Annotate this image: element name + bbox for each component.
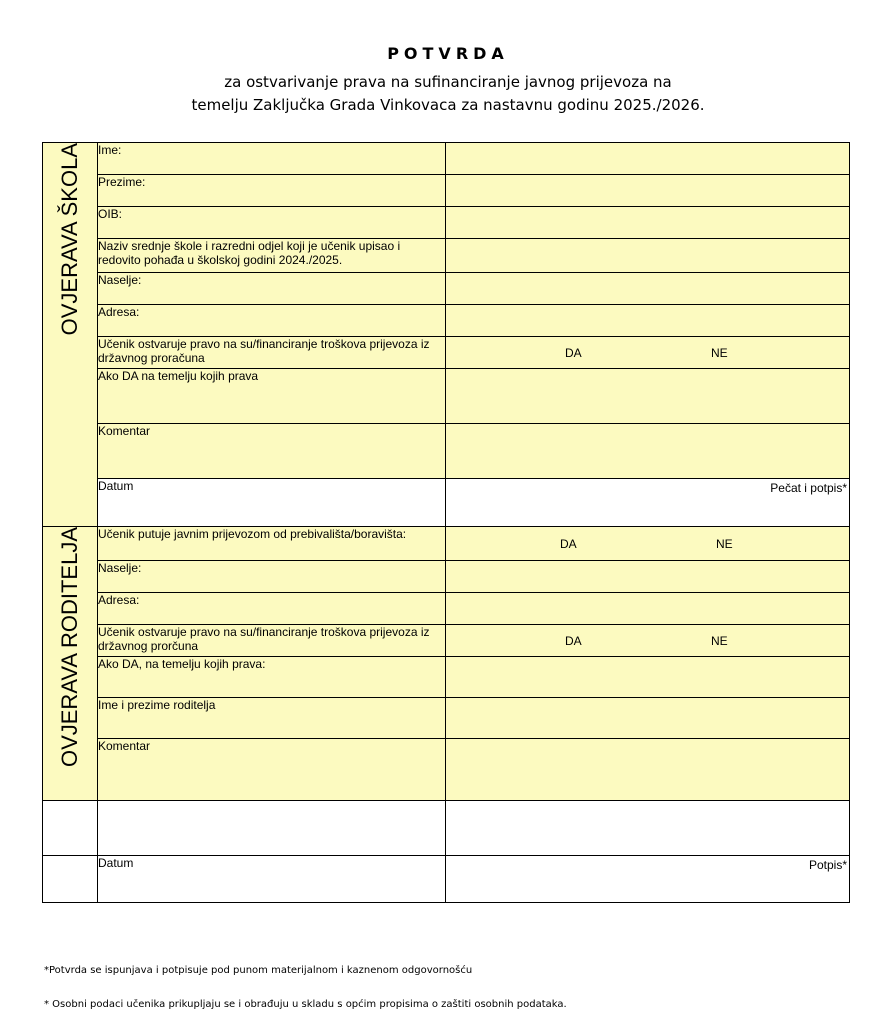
school-section-label: OVJERAVA ŠKOLA xyxy=(43,143,98,527)
naselje-label: Naselje: xyxy=(98,273,446,305)
stamp-signature-label: Pečat i potpis* xyxy=(770,481,847,495)
blank-cell xyxy=(43,856,98,903)
da-option[interactable]: DA xyxy=(560,537,577,551)
school-name-field[interactable] xyxy=(446,239,850,273)
da-option[interactable]: DA xyxy=(565,346,582,360)
oib-label: OIB: xyxy=(98,207,446,239)
parent-komentar-field[interactable] xyxy=(446,739,850,801)
parent-adresa-field[interactable] xyxy=(446,593,850,625)
ime-label: Ime: xyxy=(98,143,446,175)
travels-label: Učenik putuje javnim prijevozom od prebivališta/boravišta: xyxy=(98,527,446,561)
school-name-label: Naziv srednje škole i razredni odjel koji je učenik upisao i redovito pohađa u školskoj godini 2024./2025. xyxy=(98,239,446,273)
ne-option[interactable]: NE xyxy=(711,346,728,360)
document-title: POTVRDA xyxy=(387,44,509,63)
financing-right-label: Učenik ostvaruje pravo na su/financiranje troškova prijevoza iz državnog proračuna xyxy=(98,337,446,369)
parent-rights-basis-field[interactable] xyxy=(446,657,850,698)
parent-section-label: OVJERAVA RODITELJA xyxy=(43,527,98,801)
ne-option[interactable]: NE xyxy=(711,634,728,648)
komentar-field[interactable] xyxy=(446,424,850,479)
parent-adresa-label: Adresa: xyxy=(98,593,446,625)
rights-basis-label: Ako DA na temelju kojih prava xyxy=(98,369,446,424)
confirmation-form-table xyxy=(42,142,850,903)
travels-choice[interactable] xyxy=(446,527,850,561)
parent-komentar-label: Komentar xyxy=(98,739,446,801)
parent-datum-label: Datum xyxy=(98,856,446,903)
parent-name-label: Ime i prezime roditelja xyxy=(98,698,446,739)
parent-rights-basis-label: Ako DA, na temelju kojih prava: xyxy=(98,657,446,698)
oib-field[interactable] xyxy=(446,207,850,239)
parent-naselje-field[interactable] xyxy=(446,561,850,593)
parent-financing-right-choice[interactable] xyxy=(446,625,850,657)
naselje-field[interactable] xyxy=(446,273,850,305)
ime-field[interactable] xyxy=(446,143,850,175)
ne-option[interactable]: NE xyxy=(716,537,733,551)
footnote-liability: *Potvrda se ispunjava i potpisuje pod punom materijalnom i kaznenom odgovornošću xyxy=(44,965,473,976)
adresa-field[interactable] xyxy=(446,305,850,337)
parent-name-field[interactable] xyxy=(446,698,850,739)
prezime-label: Prezime: xyxy=(98,175,446,207)
stamp-signature-field[interactable] xyxy=(446,479,850,527)
parent-signature-label: Potpis* xyxy=(808,858,847,872)
da-option[interactable]: DA xyxy=(565,634,582,648)
footnote-data-protection: * Osobni podaci učenika prikupljaju se i obrađuju u skladu s općim propisima o zaštiti osobnih podataka. xyxy=(44,999,567,1010)
datum-label: Datum xyxy=(98,479,446,527)
parent-naselje-label: Naselje: xyxy=(98,561,446,593)
komentar-label: Komentar xyxy=(98,424,446,479)
parent-financing-right-label: Učenik ostvaruje pravo na su/financiranje troškova prijevoza iz državnog prorčuna xyxy=(98,625,446,657)
financing-right-choice[interactable] xyxy=(446,337,850,369)
prezime-field[interactable] xyxy=(446,175,850,207)
blank-cell xyxy=(43,801,98,856)
blank-cell xyxy=(446,801,850,856)
parent-signature-field[interactable] xyxy=(446,856,850,903)
rights-basis-field[interactable] xyxy=(446,369,850,424)
blank-cell xyxy=(98,801,446,856)
document-subtitle-line2: temelju Zaključka Grada Vinkovaca za nastavnu godinu 2025./2026. xyxy=(191,96,705,114)
adresa-label: Adresa: xyxy=(98,305,446,337)
document-subtitle-line1: za ostvarivanje prava na sufinanciranje javnog prijevoza na xyxy=(224,73,672,91)
